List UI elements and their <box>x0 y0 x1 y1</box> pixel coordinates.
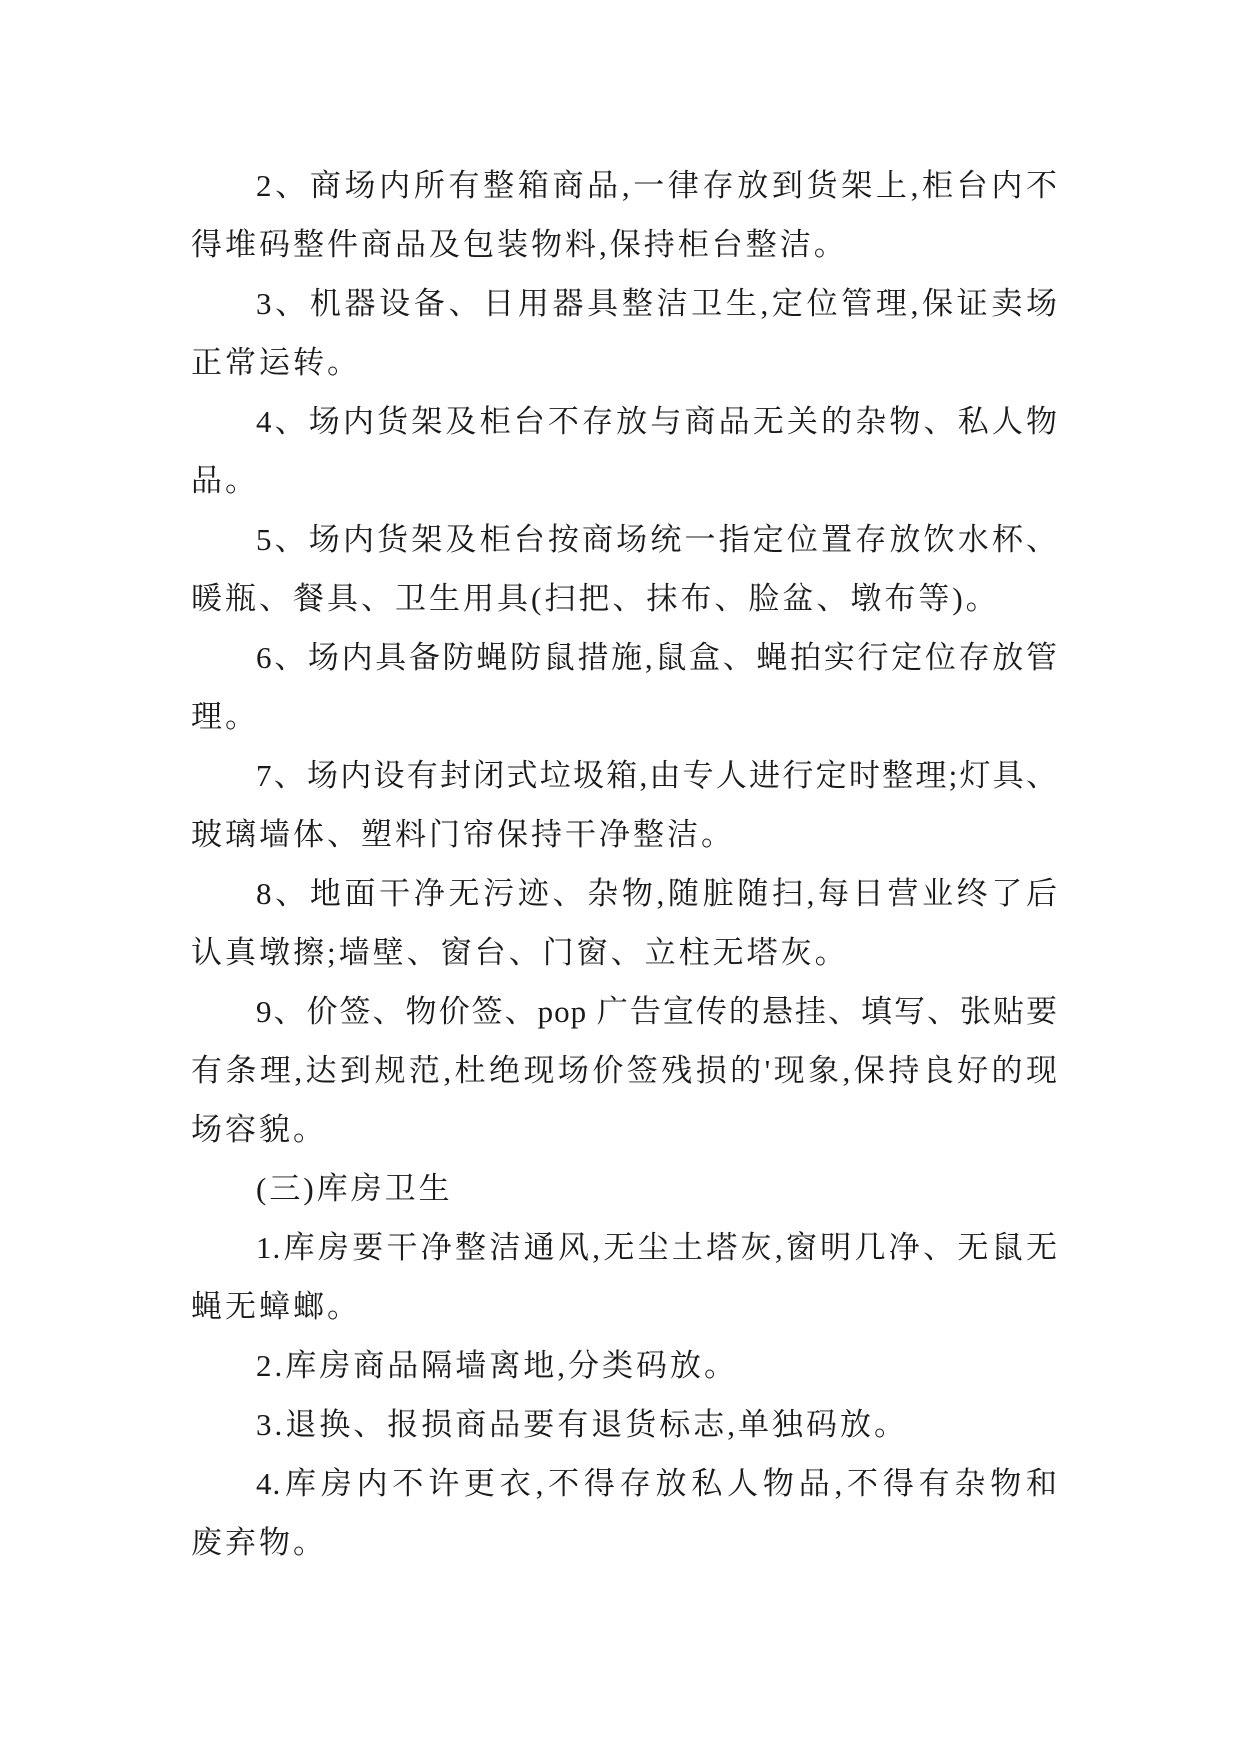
paragraph <box>0 510 1241 628</box>
text-line: 有条理,达到规范,杜绝现场价签残损的'现象,保持良好的现 <box>191 1053 1058 1088</box>
text-line: 3、机器设备、日用器具整洁卫生,定位管理,保证卖场 <box>256 286 1058 321</box>
paragraph <box>0 746 1241 864</box>
text-line: 9、价签、物价签、pop 广告宣传的悬挂、填写、张贴要 <box>256 994 1058 1029</box>
paragraph <box>0 864 1241 982</box>
paragraph <box>0 156 1241 274</box>
text-line: 场容貌。 <box>191 1112 327 1147</box>
text-line: 蝇无蟑螂。 <box>191 1289 361 1324</box>
text-line: 5、场内货架及柜台按商场统一指定位置存放饮水杯、 <box>256 522 1058 557</box>
text-line: 得堆码整件商品及包装物料,保持柜台整洁。 <box>191 227 848 262</box>
text-line: 8、地面干净无污迹、杂物,随脏随扫,每日营业终了后 <box>256 876 1058 911</box>
text-line: 3.退换、报损商品要有退货标志,单独码放。 <box>256 1407 908 1442</box>
text-line: 玻璃墙体、塑料门帘保持干净整洁。 <box>191 817 735 852</box>
text-line: 2.库房商品隔墙离地,分类码放。 <box>256 1348 738 1383</box>
text-line: 正常运转。 <box>191 345 361 380</box>
text-line: 4.库房内不许更衣,不得存放私人物品,不得有杂物和 <box>256 1466 1058 1501</box>
paragraph <box>0 1395 1241 1454</box>
document-body <box>0 156 1241 1572</box>
paragraph <box>0 1218 1241 1336</box>
text-line: 品。 <box>191 463 259 498</box>
paragraph <box>0 274 1241 392</box>
text-line: 理。 <box>191 699 259 734</box>
text-line: 认真墩擦;墙壁、窗台、门窗、立柱无塔灰。 <box>191 935 849 970</box>
section-heading: (三)库房卫生 <box>256 1171 453 1206</box>
paragraph <box>0 1336 1241 1395</box>
text-line: 1.库房要干净整洁通风,无尘土塔灰,窗明几净、无鼠无 <box>256 1230 1058 1265</box>
paragraph <box>0 1454 1241 1572</box>
text-line: 暖瓶、餐具、卫生用具(扫把、抹布、脸盆、墩布等)。 <box>191 581 1000 616</box>
paragraph <box>0 628 1241 746</box>
paragraph <box>0 392 1241 510</box>
text-line: 4、场内货架及柜台不存放与商品无关的杂物、私人物 <box>256 404 1058 439</box>
text-line: 2、商场内所有整箱商品,一律存放到货架上,柜台内不 <box>256 168 1058 203</box>
paragraph <box>0 982 1241 1159</box>
text-line: 7、场内设有封闭式垃圾箱,由专人进行定时整理;灯具、 <box>256 758 1058 793</box>
text-line: 6、场内具备防蝇防鼠措施,鼠盒、蝇拍实行定位存放管 <box>256 640 1058 675</box>
text-line: 废弃物。 <box>191 1525 327 1560</box>
